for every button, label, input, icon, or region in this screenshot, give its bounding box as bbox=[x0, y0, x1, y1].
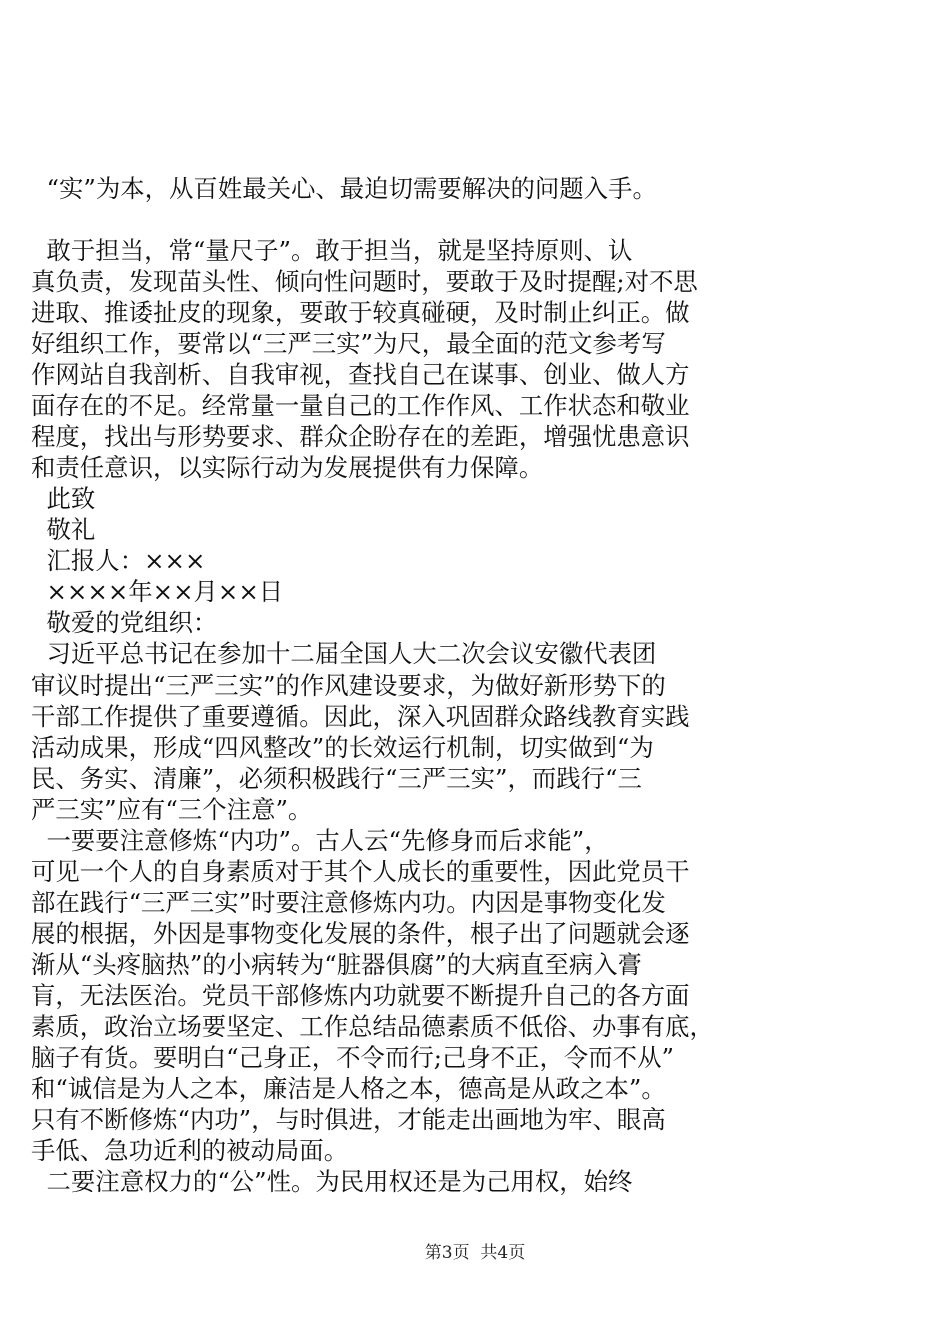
text-line: 敬爱的党组织： bbox=[0, 608, 218, 637]
text-line: 渐从“头疼脑热”的小病转为“脏器俱腐”的大病直至病入膏 bbox=[0, 950, 642, 979]
text-line bbox=[0, 203, 950, 237]
text-line: 一要要注意修炼“内功”。古人云“先修身而后求能”， bbox=[0, 826, 609, 855]
text-line: 严三实”应有“三个注意”。 bbox=[0, 795, 313, 824]
text-line: 活动成果，形成“四风整改”的长效运行机制，切实做到“为 bbox=[0, 733, 654, 762]
text-line: 敢于担当，常“量尺子”。敢于担当，就是坚持原则、认 bbox=[0, 236, 633, 265]
text-line: 肓，无法医治。党员干部修炼内功就要不断提升自己的各方面 bbox=[0, 981, 690, 1010]
page-number-footer: 第3页 共4页 bbox=[424, 1243, 526, 1263]
text-line: 和责任意识，以实际行动为发展提供有力保障。 bbox=[0, 453, 544, 482]
text-line: 敬礼 bbox=[0, 515, 96, 544]
text-line: 此致 bbox=[0, 484, 96, 513]
text-line: 进取、推诿扯皮的现象，要敢于较真碰硬，及时制止纠正。做 bbox=[0, 298, 690, 327]
text-line: 和“诚信是为人之本，廉洁是人格之本，德高是从政之本”。 bbox=[0, 1074, 666, 1103]
text-line: 习近平总书记在参加十二届全国人大二次会议安徽代表团 bbox=[0, 639, 657, 668]
text-line: 好组织工作，要常以“三严三实”为尺，最全面的范文参考写 bbox=[0, 329, 666, 358]
text-line: 审议时提出“三严三实”的作风建设要求，为做好新形势下的 bbox=[0, 671, 666, 700]
text-line: 部在践行“三严三实”时要注意修炼内功。内因是事物变化发 bbox=[0, 888, 666, 917]
text-line: “实”为本，从百姓最关心、最迫切需要解决的问题入手。 bbox=[0, 174, 657, 203]
text-line: 汇报人：××× bbox=[0, 546, 206, 575]
text-line: 脑子有货。要明白“己身正，不令而行;己身不正，令而不从” bbox=[0, 1043, 674, 1072]
text-line: 真负责，发现苗头性、倾向性问题时，要敢于及时提醒;对不思 bbox=[0, 267, 698, 296]
text-line: 只有不断修炼“内功”，与时俱进，才能走出画地为牢、眼高 bbox=[0, 1105, 666, 1134]
text-line: 可见一个人的自身素质对于其个人成长的重要性，因此党员干 bbox=[0, 857, 690, 886]
text-line: 民、务实、清廉”，必须积极践行“三严三实”，而践行“三 bbox=[0, 764, 642, 793]
text-line: 素质，政治立场要坚定、工作总结品德素质不低俗、办事有底， bbox=[0, 1012, 714, 1041]
text-line: 手低、急功近利的被动局面。 bbox=[0, 1136, 349, 1165]
text-line: ××××年××月××日 bbox=[0, 577, 284, 606]
text-line: 面存在的不足。经常量一量自己的工作作风、工作状态和敬业 bbox=[0, 391, 690, 420]
text-line: 作网站自我剖析、自我审视，查找自己在谋事、创业、做人方 bbox=[0, 360, 690, 389]
text-line: 展的根据，外因是事物变化发展的条件，根子出了问题就会逐 bbox=[0, 919, 690, 948]
text-line: 二要注意权力的“公”性。为民用权还是为己用权，始终 bbox=[0, 1167, 633, 1196]
text-line: 干部工作提供了重要遵循。因此，深入巩固群众路线教育实践 bbox=[0, 702, 690, 731]
text-line: 程度，找出与形势要求、群众企盼存在的差距，增强忧患意识 bbox=[0, 422, 690, 451]
